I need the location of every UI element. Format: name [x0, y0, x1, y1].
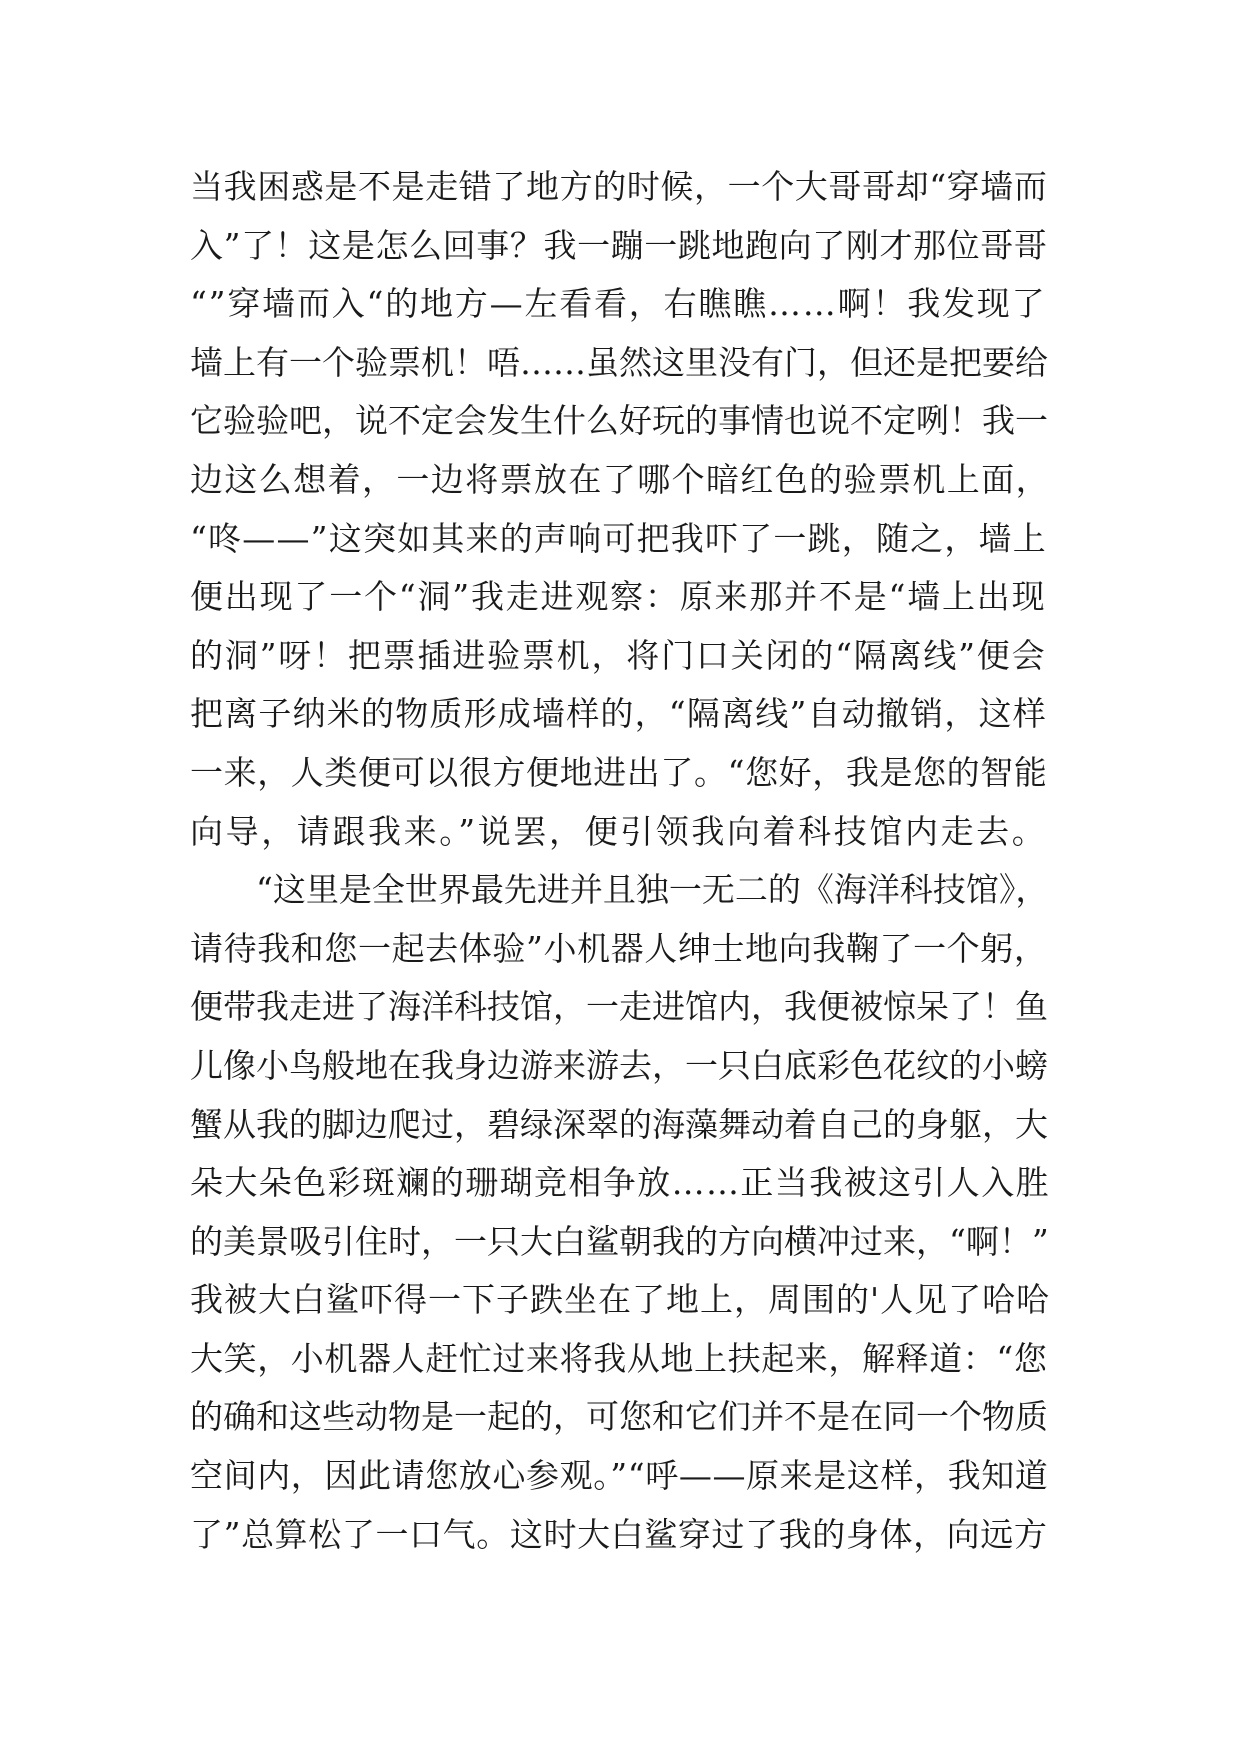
- text-line: 了”总算松了一口气。这时大白鲨穿过了我的身体，向远方: [190, 1514, 1048, 1554]
- text-line: 儿像小鸟般地在我身边游来游去，一只白底彩色花纹的小螃: [190, 1045, 1048, 1085]
- text-line: 边这么想着，一边将票放在了哪个暗红色的验票机上面，: [190, 459, 1050, 499]
- text-line: 蟹从我的脚边爬过，碧绿深翠的海藻舞动着自己的身躯，大: [190, 1104, 1048, 1144]
- text-line: 入”了！这是怎么回事？我一蹦一跳地跑向了刚才那位哥哥: [190, 225, 1048, 265]
- text-line: 我被大白鲨吓得一下子跌坐在了地上，周围的'人见了哈哈: [190, 1280, 1051, 1320]
- text-line: “”穿墙而入“的地方—左看看，右瞧瞧……啊！我发现了: [190, 284, 1047, 324]
- text-line: 的洞”呀！把票插进验票机，将门口关闭的“隔离线”便会: [190, 635, 1047, 675]
- text-line: 便带我走进了海洋科技馆，一走进馆内，我便被惊呆了！鱼: [190, 987, 1048, 1027]
- body-text: [190, 158, 1050, 1564]
- text-line: 大笑，小机器人赶忙过来将我从地上扶起来，解释道：“您: [190, 1338, 1048, 1378]
- text-line: 当我困惑是不是走错了地方的时候，一个大哥哥却“穿墙而: [190, 167, 1048, 206]
- text-line: 一来，人类便可以很方便地进出了。“您好，我是您的智能: [190, 752, 1048, 792]
- text-line: 把离子纳米的物质形成墙样的，“隔离线”自动撤销，这样: [190, 694, 1047, 734]
- text-line: 空间内，因此请您放心参观。”“呼——原来是这样，我知道: [190, 1456, 1049, 1496]
- text-line: 朵大朵色彩斑斓的珊瑚竞相争放……正当我被这引人入胜: [190, 1163, 1050, 1203]
- text-line: 的确和这些动物是一起的，可您和它们并不是在同一个物质: [190, 1397, 1048, 1437]
- text-line: “咚——”这突如其来的声响可把我吓了一跳，随之，墙上: [190, 518, 1047, 558]
- text-line: 墙上有一个验票机！唔……虽然这里没有门，但还是把要给: [190, 342, 1048, 382]
- text-line: 便出现了一个“洞”我走进观察：原来那并不是“墙上出现: [190, 577, 1047, 617]
- paragraph-start-line: “这里是全世界最先进并且独一无二的《海洋科技馆》，: [256, 870, 1049, 910]
- text-line: 它验验吧，说不定会发生什么好玩的事情也说不定咧！我一: [190, 401, 1048, 441]
- text-line: 请待我和您一起去体验”小机器人绅士地向我鞠了一个躬，: [190, 928, 1048, 968]
- text-line: 向导，请跟我来。”说罢，便引领我向着科技馆内走去。: [190, 811, 1048, 851]
- text-line: 的美景吸引住时，一只大白鲨朝我的方向横冲过来，“啊！”: [190, 1221, 1049, 1261]
